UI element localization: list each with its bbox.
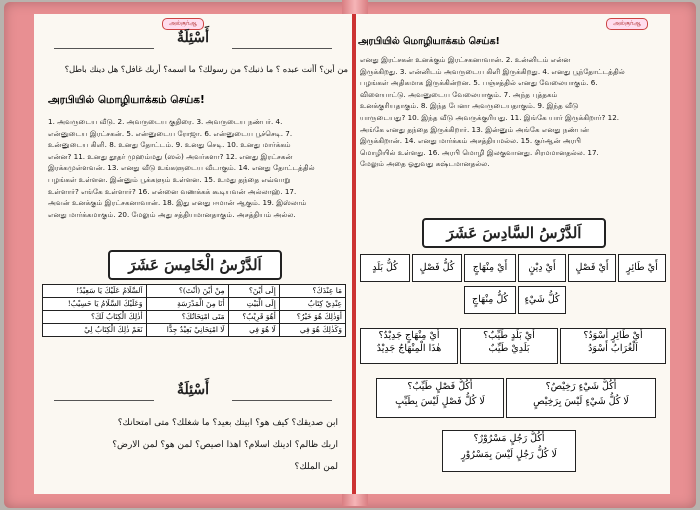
translation-paragraph bbox=[360, 54, 666, 170]
text-line: எனது இரட்சகன் உனக்கும் இரட்சகனாவான். 2. உன்னிடம் என்ன bbox=[360, 55, 571, 64]
text-line: மேலும் அதை ஓதுவது கஷ்டமானதல்ல. bbox=[360, 159, 490, 169]
table-cell: اَلسَّلَامُ عَلَيْكَ يَا سَعِيْدُ! bbox=[43, 285, 147, 298]
text-line: என்ன? 11. உனது தூதர் முஹம்மது (ஸல்) அவர்களா? 12. எனது இரட்சகன் bbox=[48, 151, 293, 161]
text-line: விளையாட்டு. அவனுடைய வேலையாகும். 7. அந்த புத்தகம் bbox=[360, 89, 558, 99]
page-header-right: அல்குர்ஆ bbox=[606, 18, 648, 30]
table-cell: أَنَا مِنَ الْمَدْرَسَةِ bbox=[146, 298, 228, 311]
word-box: كُلُّ مِنْهَاجٍ bbox=[464, 286, 516, 314]
qa-answer: اَلْغُرَابُ أَسْوَدُ bbox=[588, 343, 638, 354]
qa-line: لمن الملك؟ bbox=[294, 462, 338, 472]
translation-paragraph bbox=[48, 116, 346, 220]
table-cell: إِلَى أَيْنَ؟ bbox=[228, 285, 279, 298]
qa-box bbox=[506, 378, 656, 418]
lesson-15-table bbox=[42, 284, 346, 337]
divider bbox=[232, 48, 332, 49]
qa-question: أَكُلُّ فَصْلٍ طَيِّبٌ؟ bbox=[407, 381, 473, 392]
left-page bbox=[34, 14, 354, 494]
qa-question: أَكُلُّ شَيْءٍ رَخِيْصٌ؟ bbox=[545, 381, 617, 392]
divider bbox=[54, 400, 154, 401]
table-cell: إِلَى الْبَيْتِ bbox=[228, 298, 279, 311]
translate-section-title: அரபியில் மொழியாக்கம் செய்க! bbox=[358, 36, 500, 47]
word-box: كُلُّ بَلَدٍ bbox=[360, 254, 410, 282]
text-line: அங்கே எனது தந்தை இருக்கிறார். 13. இன்னும் அங்கே எனது நண்பன் bbox=[360, 124, 590, 134]
table-cell: لَا هُوَ فِي bbox=[228, 324, 279, 337]
qa-answer: لَا كُلُّ رَجُلٍ لَيْسَ بِمَسْرُوْرٍ bbox=[461, 449, 557, 460]
table-row bbox=[43, 285, 346, 298]
table-cell: أَهُوَ قَرِيْبٌ؟ bbox=[228, 311, 279, 324]
word-box: أَيْ فَصْلٍ bbox=[568, 254, 616, 282]
text-line: உனக்குரியதாகும். 8. இந்த பேனா அவருடையதாகும். 9. இந்த வீடு bbox=[360, 101, 579, 111]
text-line: 1. அவருடைய வீடு. 2. அவருடைய குதிரை. 3. அவருடைய நண்பர். 4. bbox=[48, 117, 283, 126]
text-line: இரக்கமுள்ளவன். 13. எனது வீடு உங்களுடைய வீடாகும். 14. எனது தோட்டத்தில் bbox=[48, 163, 315, 173]
text-line: எனது மார்க்கமாகும். 20. மேலும் அது சத்தியமானதாகும். அசத்தியம் அல்ல. bbox=[48, 209, 296, 219]
text-line: உள்ளார்? எங்கே உள்ளார்? 16. என்னை வணக்கக் கூடியவன் அல்லாஹ். 17. bbox=[48, 186, 297, 196]
table-cell: لَا امْتِحَانِيْ بَعِيْدٌ جِدًّا bbox=[146, 324, 228, 337]
text-line: மொழியில் உள்ளது. 16. அரபி மொழி இலகுவானது. சிரமமானதல்ல. 17. bbox=[360, 147, 599, 157]
lesson-15-title: اَلدَّرْسُ الْخَامِسَ عَشَرَ bbox=[108, 250, 282, 280]
table-row bbox=[43, 311, 346, 324]
qa-question: أَكُلُّ رَجُلٍ مَسْرُوْرٌ؟ bbox=[473, 433, 545, 444]
text-line: பழங்கள் உள்ளன. இன்னும் பூக்களும் உள்ளன. 15. உமது தந்தை எவ்வாறு bbox=[48, 174, 291, 184]
text-line: இருக்கிறான். 14. எனது மார்க்கம் அசத்தியமல்ல. 15. குர்ஆன் அரபி bbox=[360, 136, 582, 146]
word-box: كُلُّ شَيْءٍ bbox=[518, 286, 566, 314]
qa-answer: هٰذَا الْمِنْهَاجُ جَدِيْدٌ bbox=[376, 343, 442, 354]
qa-answer: لَا كُلُّ شَيْءٍ لَيْسَ بِرَخِيْصٍ bbox=[533, 396, 629, 407]
word-box: أَيْ دِيْنٍ bbox=[518, 254, 566, 282]
qa-line: ابن صديقك؟ كيف هو؟ ابيتك بعيد؟ ما شغلك؟ متى امتحانك؟ bbox=[117, 418, 338, 428]
text-line: அவன் உனக்கும் இரட்சகனாவான். 18. இது எனது ஈமான் ஆகும். 19. இஸ்லாம் bbox=[48, 198, 307, 208]
table-cell: مَا عِنْدَكَ؟ bbox=[279, 285, 345, 298]
divider bbox=[232, 400, 332, 401]
text-line: யாருடையது? 10. இந்த வீடு அவருக்குரியது. 11. இங்கே யார் இருக்கிறார்? 12. bbox=[360, 112, 620, 122]
qa-box bbox=[376, 378, 504, 418]
qa-box bbox=[560, 328, 666, 364]
text-line: என்னுடைய இரட்சகன். 5. என்னுடைய ரோஜா. 6. என்னுடைய பூச்செடி. 7. bbox=[48, 128, 293, 138]
table-cell: عِنْدِيْ كِتَابٌ bbox=[279, 298, 345, 311]
questions-line: من أين؟ أأنت عبده ؟ ما ذنبك؟ من رسولك؟ ما اسمه؟ أربك غافل؟ هل دينك باطل؟ bbox=[64, 64, 348, 74]
word-box: أَيْ مِنْهَاجٍ bbox=[464, 254, 516, 282]
table-cell: أَذٰلِكَ الْكِتَابُ لَكَ؟ bbox=[43, 311, 147, 324]
table-row bbox=[43, 324, 346, 337]
qa-box bbox=[460, 328, 558, 364]
qa-box bbox=[360, 328, 458, 364]
word-box: أَيْ طَائِرٍ bbox=[618, 254, 666, 282]
text-line: உன்னுடைய கிளி. 8. உனது தோட்டம். 9. உனது செடி. 10. உனது மார்க்கம் bbox=[48, 140, 291, 150]
qa-answer: لَا كُلُّ فَصْلٍ لَيْسَ بِطَيِّبٍ bbox=[395, 396, 485, 407]
table-cell: أَوَذٰلِكَ هُوَ خَيْرٌ؟ bbox=[279, 311, 345, 324]
qa-question: أَيْ بَلَدٍ طَيِّبٌ؟ bbox=[483, 330, 535, 341]
table-cell: نَعَمْ ذٰلِكَ الْكِتَابُ لِيْ bbox=[43, 324, 147, 337]
questions-heading-2: أَسْئِلَةٌ bbox=[177, 382, 209, 398]
table-cell: مِنْ أَيْنَ (أَنْتَ)؟ bbox=[146, 285, 228, 298]
qa-question: أَيْ مِنْهَاجٍ جَدِيْدٌ؟ bbox=[378, 330, 440, 341]
table-cell: وَعَلَيْكَ السَّلَامُ يَا حَسِيْبُ! bbox=[43, 298, 147, 311]
divider bbox=[54, 48, 154, 49]
qa-answer: بَلَدِيْ طَيِّبٌ bbox=[488, 343, 530, 354]
qa-line: اربك ظالم؟ ادينك اسلام؟ اهذا اصيص؟ لمن هو؟ لمن الارض؟ bbox=[112, 440, 338, 450]
qa-question: أَيْ طَائِرٍ أَسْوَدُ؟ bbox=[583, 330, 643, 341]
word-box: كُلُّ فَصْلٍ bbox=[412, 254, 462, 282]
translate-section-title: அரபியில் மொழியாக்கம் செய்க! bbox=[48, 94, 205, 106]
table-cell: وَكَذٰلِكَ هُوَ فِي bbox=[279, 324, 345, 337]
lesson-16-title: اَلدَّرْسُ السَّادِسَ عَشَرَ bbox=[422, 218, 606, 248]
text-line: இருக்கிறது. 3. என்னிடம் அவருடைய கிளி இருக்கிறது. 4. எனது பூந்தோட்டத்தில் bbox=[360, 66, 625, 76]
table-cell: مَتَى امْتِحَانُكَ؟ bbox=[146, 311, 228, 324]
questions-heading: أَسْئِلَةٌ bbox=[177, 30, 209, 46]
table-row bbox=[43, 298, 346, 311]
right-page bbox=[354, 14, 670, 494]
qa-box bbox=[442, 430, 576, 472]
page-header-left: அல்குர்ஆ bbox=[162, 18, 204, 30]
text-line: பழங்கள் அதிகமாக இருக்கின்றன. 5. பஞ்சத்தில் எனது வேலையாகும். 6. bbox=[360, 78, 598, 88]
